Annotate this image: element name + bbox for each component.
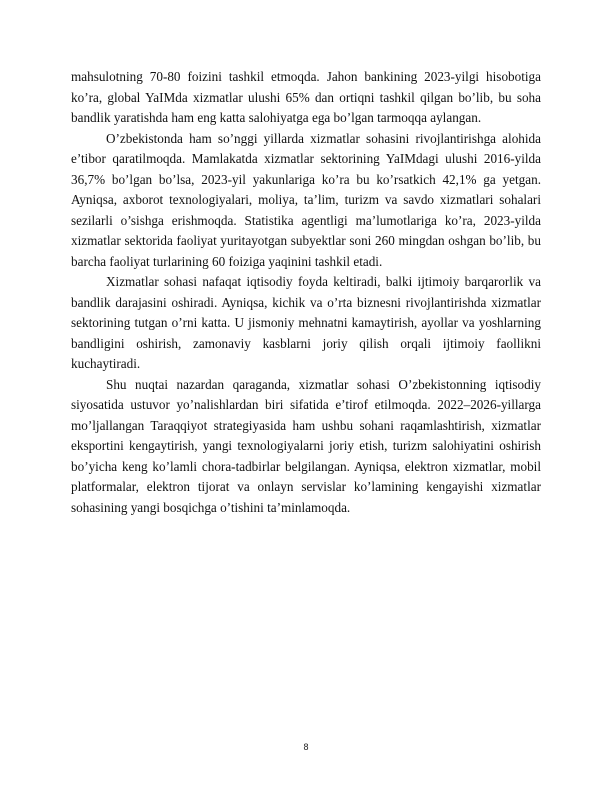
paragraph-social-impact: Xizmatlar sohasi nafaqat iqtisodiy foyda keltiradi, balki ijtimoiy barqarorlik va bandlik darajasini oshiradi. Ayniqsa, kichik va o’rta biznesni rivojlantirishda xizmatlar sektorining tutgan o’rni katta. U jismoniy mehnatni kamaytirish, ayollar va yoshlarning bandligini oshirish, zamonaviy kasblarni joriy qilish orqali ijtimoiy faollikni kuchaytiradi. [71, 274, 541, 371]
paragraph-uzbekistan-services: O’zbekistonda ham so’nggi yillarda xizmatlar sohasini rivojlantirishga alohida e’tibor qaratilmoqda. Mamlakatda xizmatlar sektorining YaIMdagi ulushi 2016-yilda 36,7% bo’lgan bo’lsa, 2023-yil yakunlariga ko’ra bu ko’rsatkich 42,1% ga yetgan. Ayniqsa, axborot texnologiyalari, moliya, ta’lim, turizm va savdo xizmatlari sohalari sezilarli o’sishga erishmoqda. Statistika agentligi ma’lumotlariga ko’ra, 2023-yilda xizmatlar sektorida faoliyat yuritayotgan subyektlar soni 260 mingdan oshgan bo’lib, bu barcha faoliyat turlarining 60 foiziga yaqinini tashkil etadi. [71, 130, 541, 269]
page-number: 8 [303, 742, 309, 752]
paragraph-continuation: mahsulotning 70-80 foizini tashkil etmoqda. Jahon bankining 2023-yilgi hisobotiga ko’ra, global YaIMda xizmatlar ulushi 65% dan ortiqni tashkil qilgan bo’lib, bu soha bandlik yaratishda ham eng katta salohiyatga ega bo’lgan tarmoqqa aylangan. [71, 69, 541, 125]
body-text [71, 67, 541, 518]
paragraph-economic-policy: Shu nuqtai nazardan qaraganda, xizmatlar sohasi O’zbekistonning iqtisodiy siyosatida ustuvor yo’nalishlardan biri sifatida e’tirof etilmoqda. 2022–2026-yillarga mo’ljallangan Taraqqiyot strategiyasida ham ushbu sohani raqamlashtirish, xizmatlar eksportini kengaytirish, yangi texnologiyalarni joriy etish, turizm salohiyatini oshirish bo’yicha keng ko’lamli chora-tadbirlar belgilangan. Ayniqsa, elektron xizmatlar, mobil platformalar, elektron tijorat va onlayn servislar ko’lamining kengayishi xizmatlar sohasining yangi bosqichga o’tishini ta’minlamoqda. [71, 376, 541, 515]
